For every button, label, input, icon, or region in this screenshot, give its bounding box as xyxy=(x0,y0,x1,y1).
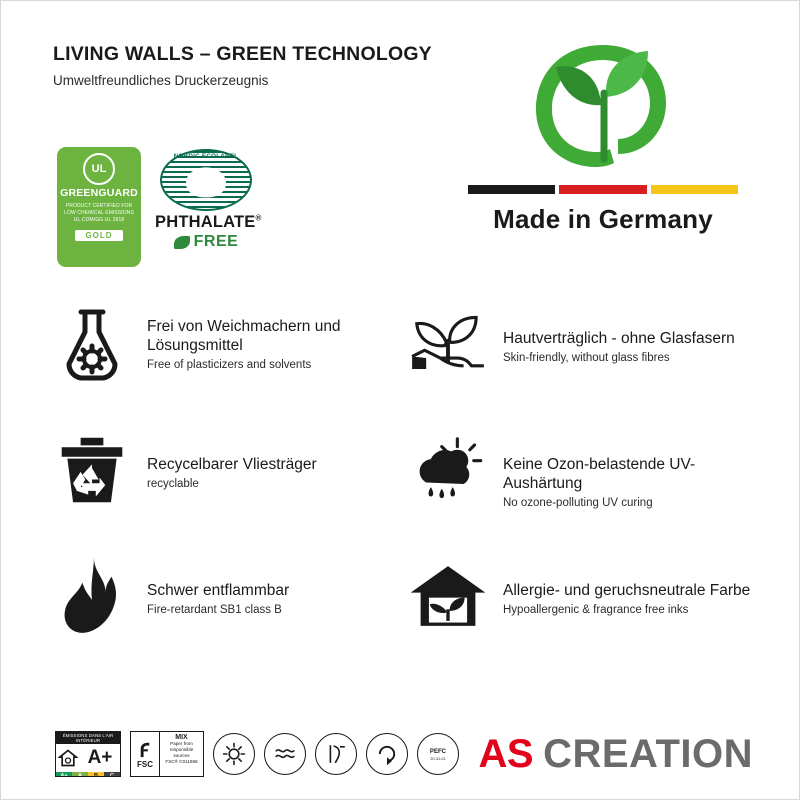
nordic-phthalate-group xyxy=(155,147,262,251)
swan-body-shape xyxy=(186,167,226,197)
greenguard-description: PRODUCT CERTIFIED FOR LOW CHEMICAL EMISSIONS UL.COM/GG UL 2818 xyxy=(64,203,134,223)
greenguard-badge xyxy=(57,147,141,267)
flask-icon xyxy=(53,301,131,387)
recycle-bin-icon xyxy=(53,427,131,513)
feature-label-de: Recycelbarer Vliesträger xyxy=(147,456,317,473)
fsc-mark xyxy=(131,732,160,776)
flag-stripe-black xyxy=(468,185,555,194)
phthalate-text: PHTHALATE xyxy=(155,213,256,231)
brand-as: AS xyxy=(478,731,534,776)
scale-b: B xyxy=(88,772,104,777)
washable-waves-icon xyxy=(264,733,306,775)
fsc-details xyxy=(160,732,203,776)
feature-label-en: Free of plasticizers and solvents xyxy=(147,359,312,371)
greenguard-level: GOLD xyxy=(75,230,122,241)
nordic-ecolabel-label: NORDIC ECOLABEL xyxy=(173,153,239,160)
phthalate-free-badge xyxy=(155,213,262,251)
page-title: LIVING WALLS – GREEN TECHNOLOGY xyxy=(53,43,432,65)
strippable-icon xyxy=(315,733,357,775)
fsc-badge xyxy=(130,731,204,777)
registered-mark: ® xyxy=(255,213,262,223)
feature-text xyxy=(503,301,735,365)
brand-creation: CREATION xyxy=(543,731,753,776)
feature-label-de: Frei von Weichmachern und Lösungsmittel xyxy=(147,318,341,354)
feature-label-en: recyclable xyxy=(147,478,199,490)
fsc-line1: Paper from xyxy=(170,741,193,746)
scale-c: C xyxy=(104,772,120,777)
feature-item xyxy=(53,427,397,553)
svg-text:PEFC: PEFC xyxy=(429,749,447,756)
scale-a-plus: A+ xyxy=(56,772,72,777)
feature-label-en: No ozone-polluting UV curing xyxy=(503,497,653,509)
sun-cloud-rain-icon xyxy=(409,427,487,513)
emission-scale xyxy=(56,772,120,777)
feature-text xyxy=(503,553,750,617)
house-icon xyxy=(56,744,80,772)
feature-label-en: Hypoallergenic & fragrance free inks xyxy=(503,604,689,616)
footer-symbols xyxy=(55,731,459,777)
feature-item xyxy=(53,301,397,427)
fsc-text: FSC xyxy=(137,759,153,769)
fsc-code: FSC® C011968 xyxy=(165,759,198,764)
ul-mark-icon: UL xyxy=(83,153,115,185)
feature-label-de: Keine Ozon-belastende UV-Aushärtung xyxy=(503,456,696,492)
hand-plant-icon xyxy=(409,301,487,387)
feature-label-en: Skin-friendly, without glass fibres xyxy=(503,352,670,364)
made-in-germany-caption: Made in Germany xyxy=(493,204,713,234)
feature-text xyxy=(147,553,289,617)
recycle-arrow-icon xyxy=(366,733,408,775)
svg-text:20-31-01: 20-31-01 xyxy=(430,757,446,762)
feature-item xyxy=(409,427,753,553)
phthalate-free-row xyxy=(155,233,257,251)
nordic-ecolabel-badge xyxy=(160,149,252,211)
feature-label-en: Fire-retardant SB1 class B xyxy=(147,604,282,616)
footer xyxy=(55,731,753,777)
emission-body xyxy=(56,744,120,772)
flag-stripe-gold xyxy=(651,185,738,194)
greenguard-name: GREENGUARD xyxy=(60,187,138,199)
emission-top-label: ÉMISSIONS DANS L'AIR INTÉRIEUR xyxy=(56,732,120,744)
header xyxy=(53,43,483,88)
green-leaf-logo-icon xyxy=(518,27,688,177)
feature-grid xyxy=(53,301,753,679)
phthalate-word xyxy=(155,213,262,232)
flame-icon xyxy=(53,553,131,639)
flag-stripe-red xyxy=(559,185,646,194)
sun-resistant-icon xyxy=(213,733,255,775)
certification-badges xyxy=(57,147,262,267)
feature-item xyxy=(409,553,753,679)
made-in-germany-block xyxy=(453,27,753,235)
feature-text xyxy=(147,301,397,372)
scale-a: A xyxy=(72,772,88,777)
page-subtitle: Umweltfreundliches Druckerzeugnis xyxy=(53,73,269,88)
fsc-line2: responsible sources xyxy=(169,747,194,758)
feature-text xyxy=(147,427,317,491)
feature-item xyxy=(53,553,397,679)
feature-label-de: Schwer entflammbar xyxy=(147,582,290,599)
feature-label-de: Allergie- und geruchsneutrale Farbe xyxy=(503,582,751,599)
emission-rating-badge xyxy=(55,731,121,777)
feature-item xyxy=(409,301,753,427)
german-flag xyxy=(468,185,738,194)
house-plant-icon xyxy=(409,553,487,639)
feature-text xyxy=(503,427,753,510)
brand-logo xyxy=(479,732,754,777)
phthalate-free-text: FREE xyxy=(193,233,239,250)
fsc-mix: MIX xyxy=(175,734,188,741)
feature-label-de: Hautverträglich - ohne Glasfasern xyxy=(503,330,735,347)
emission-rating-value: A+ xyxy=(87,747,113,768)
pefc-icon xyxy=(417,733,459,775)
leaf-icon xyxy=(174,236,190,249)
